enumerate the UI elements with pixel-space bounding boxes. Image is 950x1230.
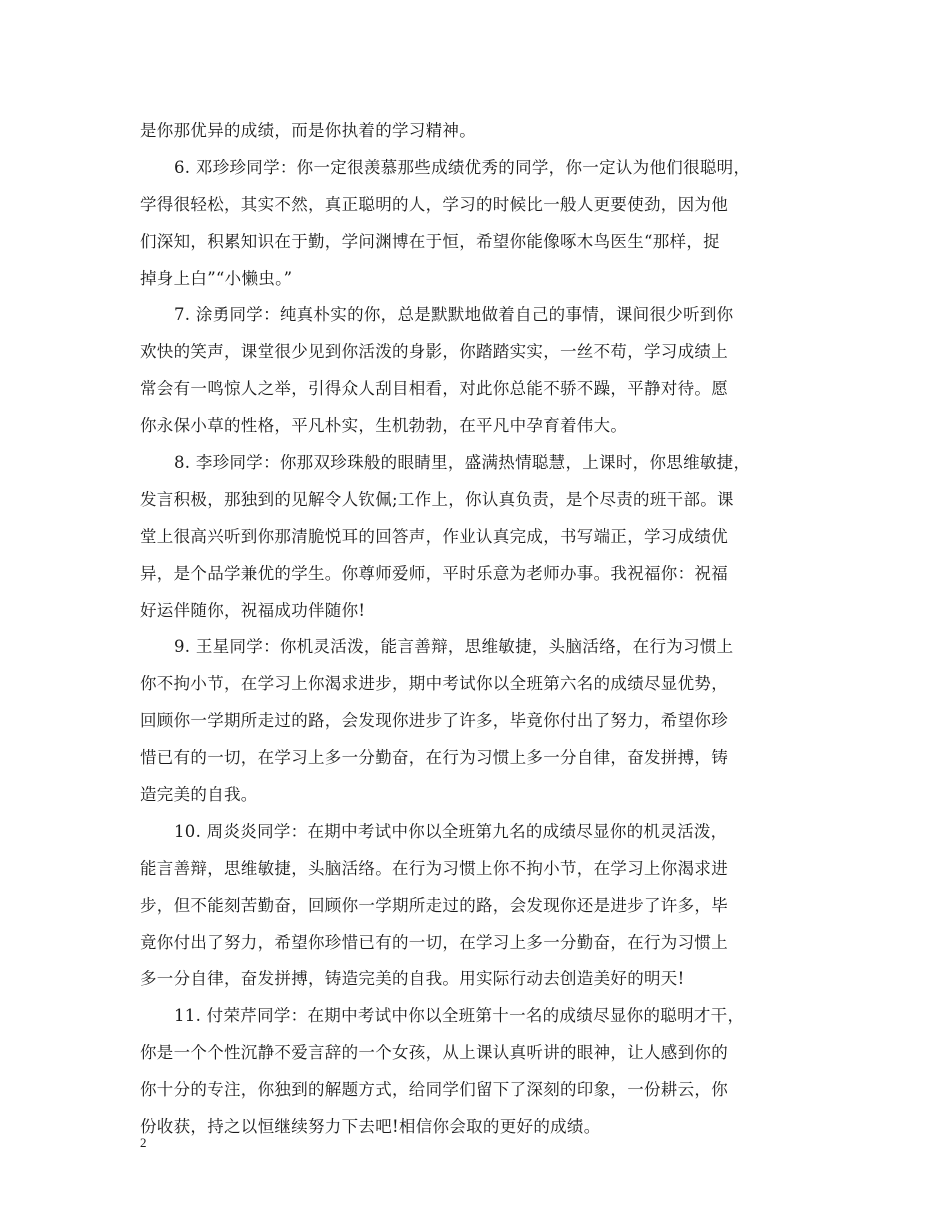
text-line: 你永保小草的性格，平凡朴实，生机勃勃，在平凡中孕育着伟大。	[140, 416, 628, 436]
text-line: 好运伴随你，祝福成功伴随你!	[140, 600, 366, 620]
text-line: 你是一个个性沉静不爱言辞的一个女孩，从上课认真听讲的眼神，让人感到你的	[140, 1043, 728, 1063]
text-line: 欢快的笑声，课堂很少见到你活泼的身影，你踏踏实实，一丝不苟，学习成绩上	[140, 342, 728, 362]
text-line: 你十分的专注，你独到的解题方式，给同学们留下了深刻的印象，一份耕云，你	[140, 1080, 728, 1100]
text-line: 步，但不能刻苦勤奋，回顾你一学期所走过的路，会发现你还是进步了许多，毕	[140, 895, 728, 915]
text-line: 异，是个品学兼优的学生。你尊师爱师，平时乐意为老师办事。我祝福你：祝福	[140, 563, 728, 583]
text-line: 发言积极，那独到的见解令人钦佩;工作上，你认真负责，是个尽责的班干部。课	[140, 489, 734, 509]
page-number: 2	[140, 1135, 147, 1150]
paragraph-7-line: 7. 涂勇同学：纯真朴实的你，总是默默地做着自己的事情，课间很少听到你	[174, 305, 734, 325]
text-line: 份收获，持之以恒继续努力下去吧!相信你会取的更好的成绩。	[140, 1117, 601, 1137]
text-line: 回顾你一学期所走过的路，会发现你进步了许多，毕竟你付出了努力，希望你珍	[140, 711, 728, 731]
text-line: 竟你付出了努力，希望你珍惜已有的一切，在学习上多一分勤奋，在行为习惯上	[140, 932, 728, 952]
text-line: 堂上很高兴听到你那清脆悦耳的回答声，作业认真完成，书写端正，学习成绩优	[140, 526, 728, 546]
text-line: 能言善辩，思维敏捷，头脑活络。在行为习惯上你不拘小节，在学习上你渴求进	[140, 858, 728, 878]
text-line: 常会有一鸣惊人之举，引得众人刮目相看，对此你总能不骄不躁，平静对待。愿	[140, 379, 728, 399]
paragraph-8-line: 8. 李珍同学：你那双珍珠般的眼睛里，盛满热情聪慧，上课时，你思维敏捷，	[174, 453, 751, 473]
text-line: 你不拘小节，在学习上你渴求进步，期中考试你以全班第六名的成绩尽显优势，	[140, 674, 728, 694]
text-line: 掉身上白”“小懒虫。”	[140, 268, 293, 288]
text-line: 多一分自律，奋发拼搏，铸造完美的自我。用实际行动去创造美好的明天!	[140, 969, 685, 989]
paragraph-6-line: 6. 邓珍珍同学：你一定很羡慕那些成绩优秀的同学，你一定认为他们很聪明，	[174, 157, 751, 177]
text-line: 学得很轻松，其实不然，真正聪明的人，学习的时候比一般人更要使劲，因为他	[140, 194, 728, 214]
body-text	[140, 113, 830, 1146]
text-line: 们深知，积累知识在于勤，学问渊博在于恒，希望你能像啄木鸟医生“那样，捉	[140, 231, 720, 251]
paragraph-11-line: 11. 付荣芹同学：在期中考试中你以全班第十一名的成绩尽显你的聪明才干，	[174, 1006, 745, 1026]
text-line: 惜已有的一切，在学习上多一分勤奋，在行为习惯上多一分自律，奋发拼搏，铸	[140, 748, 728, 768]
text-line: 是你那优异的成绩，而是你执着的学习精神。	[140, 121, 476, 140]
text-line: 造完美的自我。	[140, 785, 258, 805]
paragraph-9-line: 9. 王星同学：你机灵活泼，能言善辩，思维敏捷，头脑活络，在行为习惯上	[174, 637, 734, 657]
paragraph-10-line: 10. 周炎炎同学：在期中考试中你以全班第九名的成绩尽显你的机灵活泼，	[174, 821, 728, 841]
